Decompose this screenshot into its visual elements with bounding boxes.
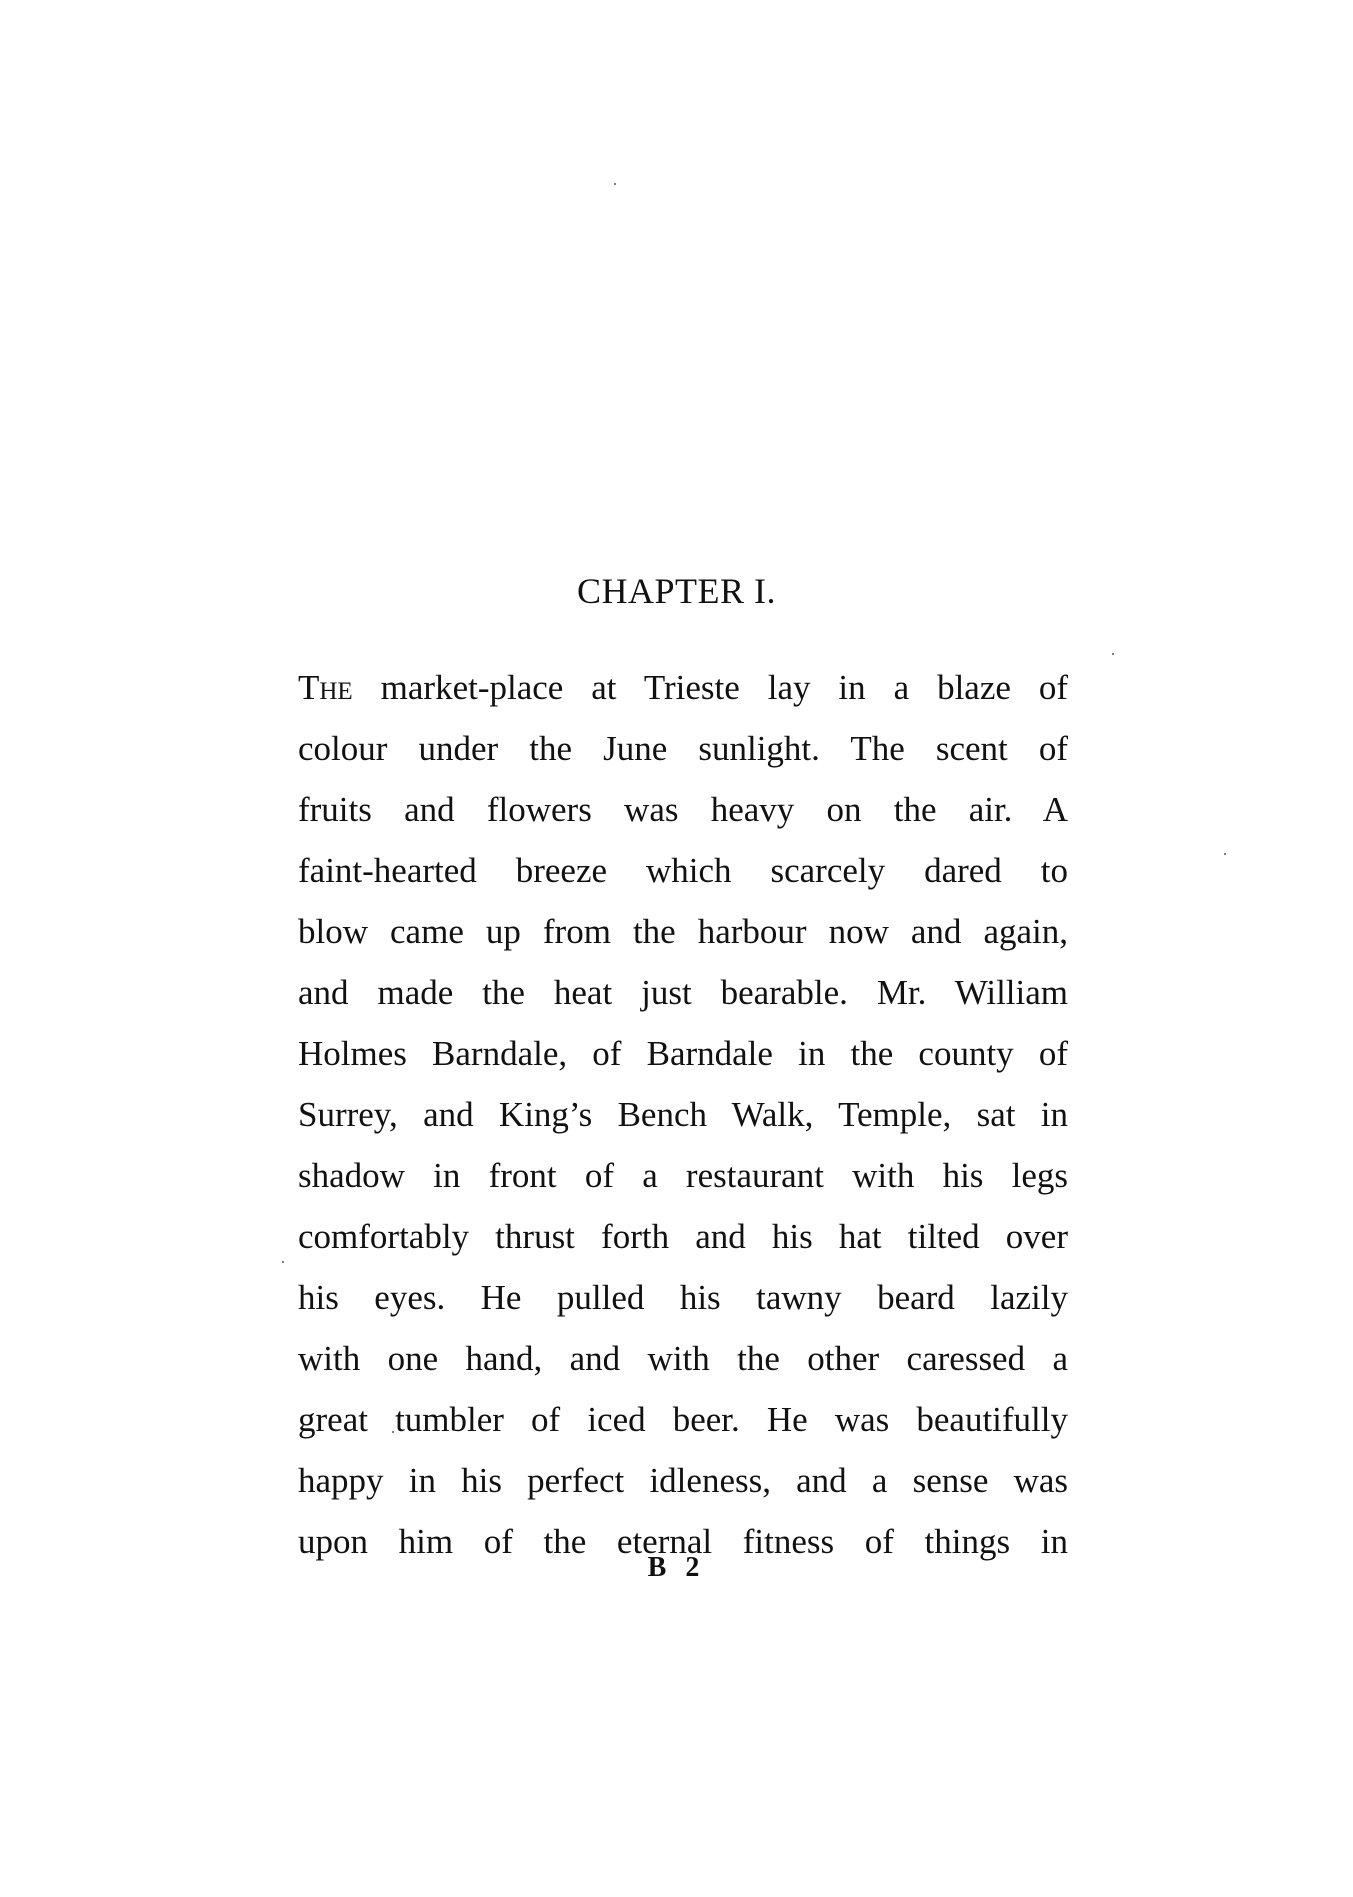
text-line: The market-place at Trieste lay in a blaze of xyxy=(298,668,1068,707)
text-line: blow came up from the harbour now and again, xyxy=(298,912,1068,951)
text-line: upon him of the eternal fitness of things in xyxy=(298,1522,1068,1561)
text-line: and made the heat just bearable. Mr. William xyxy=(298,973,1068,1012)
text-line: great tumbler of iced beer. He was beautifully xyxy=(298,1400,1068,1439)
text-line: with one hand, and with the other caressed a xyxy=(298,1339,1068,1378)
text-line: Surrey, and King’s Bench Walk, Temple, sat in xyxy=(298,1095,1068,1134)
signature-mark: B 2 xyxy=(647,1552,706,1583)
scan-speck xyxy=(614,183,616,185)
chapter-heading: CHAPTER I. xyxy=(576,571,776,611)
text-line: his eyes. He pulled his tawny beard lazily xyxy=(298,1278,1068,1317)
text-line: fruits and flowers was heavy on the air. A xyxy=(298,790,1068,829)
scan-speck xyxy=(1224,853,1226,855)
scan-speck xyxy=(282,1261,284,1263)
chapter-body-text xyxy=(298,657,1068,1572)
text-line: colour under the June sunlight. The scent of xyxy=(298,729,1068,768)
text-line: comfortably thrust forth and his hat tilted over xyxy=(298,1217,1068,1256)
text-line: faint-hearted breeze which scarcely dared to xyxy=(298,851,1068,890)
drop-word: The xyxy=(298,668,353,707)
text-line: happy in his perfect idleness, and a sense was xyxy=(298,1461,1068,1500)
text-line: shadow in front of a restaurant with his legs xyxy=(298,1156,1068,1195)
text-line: Holmes Barndale, of Barndale in the county of xyxy=(298,1034,1068,1073)
scan-speck xyxy=(1112,653,1114,655)
